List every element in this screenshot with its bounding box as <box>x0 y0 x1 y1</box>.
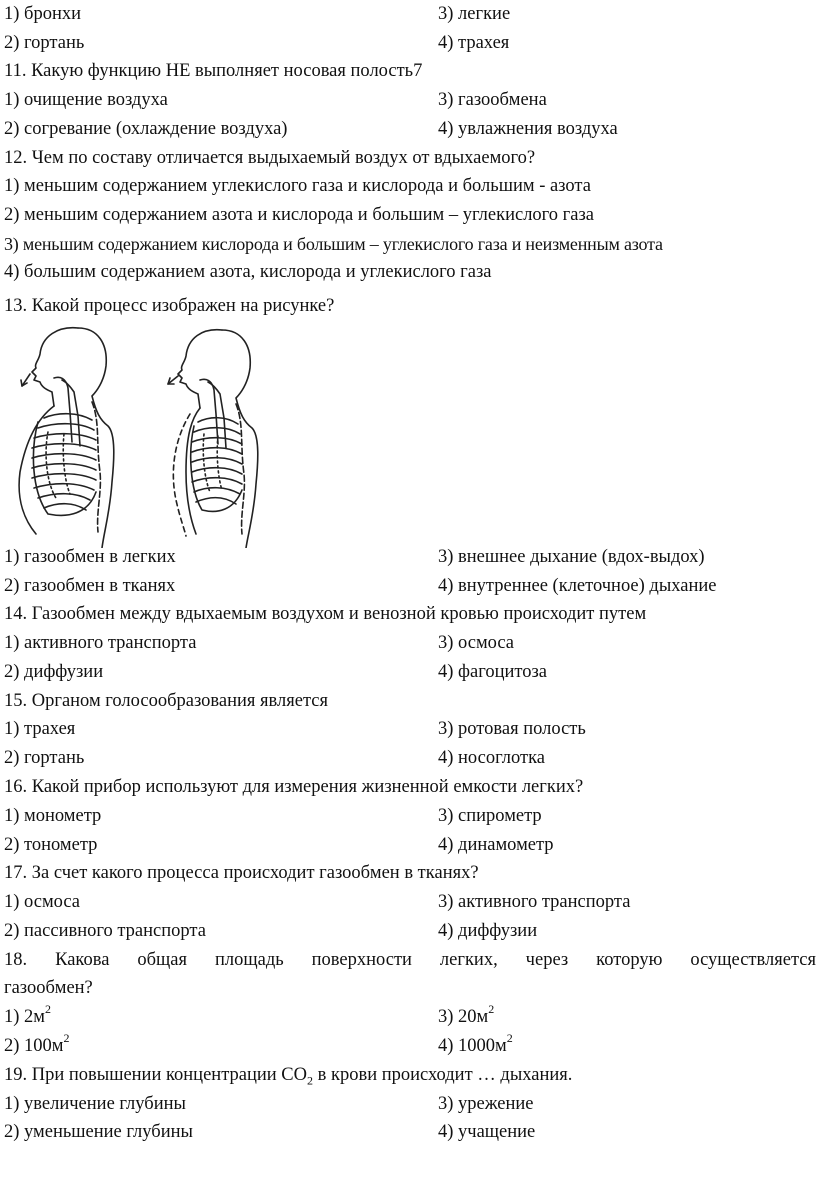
answer-row <box>4 744 816 772</box>
answer-row <box>4 29 816 57</box>
answer-option: 3) урежение <box>438 1094 534 1114</box>
answer-row <box>4 629 816 657</box>
answer-option: 2) согревание (охлаждение воздуха) <box>4 119 288 139</box>
breathing-figure <box>8 322 270 548</box>
answer-option: 2) газообмен в тканях <box>4 576 176 596</box>
question-text: 19. При повышении концентрации $СО_2$ в крови происходит … дыхания. <box>4 1065 573 1088</box>
question-text: 18. Какова общая площадь поверхности легких, через которую осуществляется <box>4 950 816 970</box>
answer-option: 3) активного транспорта <box>438 892 631 912</box>
answer-option: 1) монометр <box>4 806 102 826</box>
answer-option: 1) $2м^2$ <box>4 1001 51 1027</box>
answer-option: 3) легкие <box>438 4 511 24</box>
answer-row <box>4 572 816 600</box>
answer-option: 4) трахея <box>438 33 510 53</box>
answer-option: 1) трахея <box>4 719 76 739</box>
question-text: 13. Какой процесс изображен на рисунке? <box>4 296 335 316</box>
answer-option: 4) диффузии <box>438 921 538 941</box>
answer-option: 1) активного транспорта <box>4 633 197 653</box>
answer-row <box>4 888 816 916</box>
answer-row <box>4 1118 816 1146</box>
answer-row <box>4 917 816 945</box>
question-text: 12. Чем по составу отличается выдыхаемый воздух от вдыхаемого? <box>4 148 536 168</box>
answer-row <box>4 802 816 830</box>
answer-option: 4) учащение <box>438 1122 536 1142</box>
answer-row <box>4 658 816 686</box>
answer-option: 1) газообмен в легких <box>4 547 176 567</box>
answer-option: 2) уменьшение глубины <box>4 1122 193 1142</box>
answer-option: 2) тонометр <box>4 835 98 855</box>
answer-row <box>4 115 816 143</box>
answer-option: 2) меньшим содержанием азота и кислорода и большим – углекислого газа <box>4 205 595 225</box>
answer-option: 2) пассивного транспорта <box>4 921 206 941</box>
answer-option: 3) ротовая полость <box>438 719 586 739</box>
answer-option: 3) спирометр <box>438 806 542 826</box>
question-text: 16. Какой прибор используют для измерения жизненной емкости легких? <box>4 777 584 797</box>
answer-option: 4) увлажнения воздуха <box>438 119 618 139</box>
answer-row <box>4 715 816 743</box>
answer-option: 2) гортань <box>4 33 85 53</box>
question-text: 14. Газообмен между вдыхаемым воздухом и венозной кровью происходит путем <box>4 604 647 624</box>
answer-option: 3) газообмена <box>438 90 547 110</box>
answer-option: 3) меньшим содержанием кислорода и большим – углекислого газа и неизменным азота <box>4 234 663 254</box>
answer-option: 4) носоглотка <box>438 748 545 768</box>
answer-option: 4) внутреннее (клеточное) дыхание <box>438 576 717 596</box>
answer-row <box>4 543 816 571</box>
question-text-continued: газообмен? <box>4 978 93 998</box>
answer-option: 4) большим содержанием азота, кислорода и углекислого газа <box>4 262 492 282</box>
answer-option: 1) осмоса <box>4 892 81 912</box>
answer-row <box>4 1032 816 1060</box>
question-text: 15. Органом голосообразования является <box>4 691 329 711</box>
answer-option: 4) динамометр <box>438 835 554 855</box>
answer-row <box>4 86 816 114</box>
answer-option: 3) осмоса <box>438 633 515 653</box>
answer-option: 4) $1000м^2$ <box>438 1030 513 1056</box>
answer-row <box>4 0 816 28</box>
answer-option: 1) бронхи <box>4 4 81 24</box>
answer-row <box>4 831 816 859</box>
answer-option: 3) внешнее дыхание (вдох-выдох) <box>438 547 705 567</box>
answer-option: 2) гортань <box>4 748 85 768</box>
figure-person-exhale <box>168 330 258 548</box>
figure-person-inhale <box>19 328 114 548</box>
answer-row <box>4 1090 816 1118</box>
answer-row <box>4 1003 816 1031</box>
answer-option: 2) диффузии <box>4 662 104 682</box>
question-text: 17. За счет какого процесса происходит газообмен в тканях? <box>4 863 479 883</box>
question-text: 11. Какую функцию НЕ выполняет носовая полость7 <box>4 61 423 81</box>
answer-option: 1) очищение воздуха <box>4 90 168 110</box>
answer-option: 2) $100м^2$ <box>4 1030 70 1056</box>
answer-option: 1) меньшим содержанием углекислого газа и кислорода и большим - азота <box>4 176 591 196</box>
answer-option: 1) увеличение глубины <box>4 1094 186 1114</box>
answer-option: 4) фагоцитоза <box>438 662 548 682</box>
answer-option: 3) $20м^2$ <box>438 1001 495 1027</box>
